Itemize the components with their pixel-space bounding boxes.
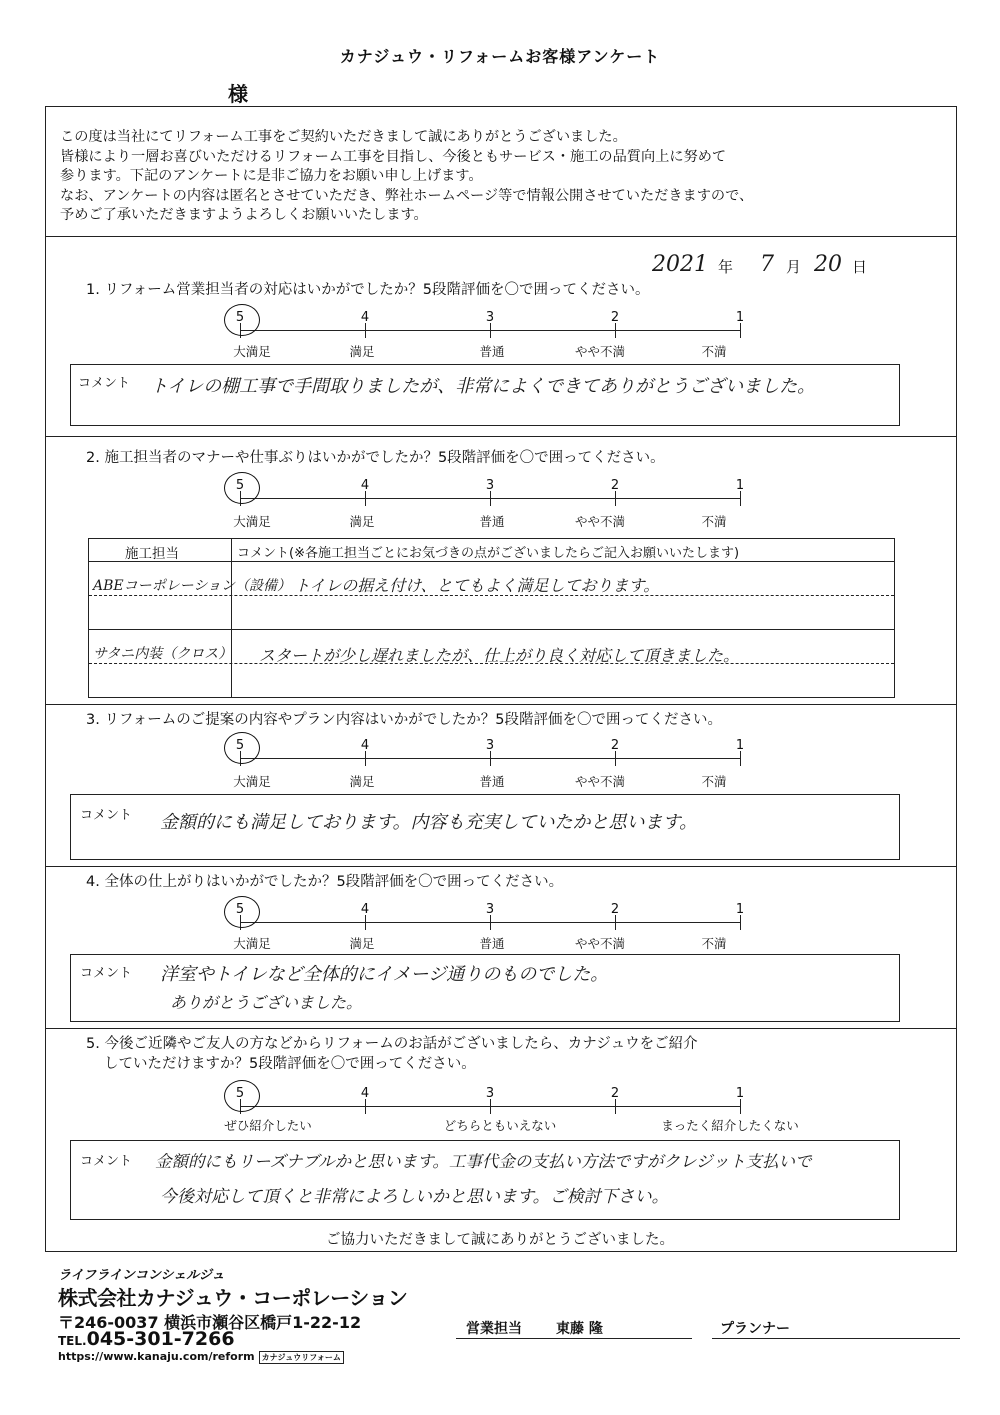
rating-2[interactable]: 2 <box>610 902 620 917</box>
rating-4[interactable]: 4 <box>360 310 370 325</box>
scale-tick <box>365 491 366 506</box>
scale-label: 普通 <box>479 344 505 359</box>
scale-label: 満足 <box>349 936 375 951</box>
scale-tick <box>365 1099 366 1114</box>
q2-question: 2. 施工担当者のマナーや仕事ぶりはいかがでしたか？5段階評価を〇で囲ってください。 <box>86 450 665 466</box>
brand-badge: カナジュウリフォーム <box>259 1351 344 1364</box>
rating-3[interactable]: 3 <box>485 310 495 325</box>
scale-tick <box>615 491 616 506</box>
q5-comment-line: 今後対応して頂くと非常によろしいかと思います。ご検討下さい。 <box>160 1187 669 1207</box>
scale-tick <box>365 323 366 338</box>
scale-label: まったく紹介したくない <box>661 1118 799 1133</box>
selected-rating-circle <box>224 304 260 336</box>
selected-rating-circle <box>224 1080 260 1112</box>
scale-label: やや不満 <box>574 514 626 529</box>
intro-line: この度は当社にてリフォーム工事をご契約いただきまして誠にありがとうございました。 <box>60 129 627 145</box>
rating-2[interactable]: 2 <box>610 310 620 325</box>
q5-comment-line: 金額的にもリーズナブルかと思います。工事代金の支払い方法ですがクレジット支払いで <box>155 1152 812 1171</box>
date-year-label: 年 <box>718 258 734 276</box>
phone-number: 045-301-7266 <box>86 1328 235 1350</box>
table-row-contractor: ABEコーポレーション（設備） <box>93 578 292 594</box>
table-row-contractor: サタニ内装（クロス） <box>93 646 233 662</box>
q1-question: 1. リフォーム営業担当者の対応はいかがでしたか？5段階評価を〇で囲ってください。 <box>86 282 650 298</box>
scale-label: 満足 <box>349 774 375 789</box>
scale-label: 大満足 <box>233 514 271 529</box>
scale-label: 大満足 <box>233 936 271 951</box>
scale-tick <box>490 1099 491 1114</box>
scale-label: やや不満 <box>574 344 626 359</box>
date-day-label: 日 <box>852 258 868 276</box>
contractor-table <box>88 538 895 698</box>
company-website <box>58 1350 344 1364</box>
scale-label: 普通 <box>479 774 505 789</box>
q3-question: 3. リフォームのご提案の内容やプラン内容はいかがでしたか？5段階評価を〇で囲ってください。 <box>86 712 722 728</box>
rating-1[interactable]: 1 <box>735 902 745 917</box>
table-row-comment: トイレの据え付け、とてもよく満足しております。 <box>294 576 660 595</box>
rating-1[interactable]: 1 <box>735 738 745 753</box>
rating-2[interactable]: 2 <box>610 1086 620 1101</box>
scale-tick <box>740 323 741 338</box>
scale-tick <box>740 1099 741 1114</box>
scale-label: 普通 <box>479 936 505 951</box>
rating-5[interactable]: 5 <box>235 1086 245 1101</box>
sales-rep-name: 東藤 隆 <box>556 1321 603 1337</box>
divider <box>45 1028 957 1029</box>
selected-rating-circle <box>224 732 260 764</box>
scale-tick <box>740 491 741 506</box>
phone-label: TEL. <box>58 1334 87 1348</box>
company-name: 株式会社カナジュウ・コーポレーション <box>58 1286 408 1310</box>
sales-rep-label: 営業担当 <box>466 1321 522 1337</box>
divider <box>45 704 957 705</box>
rating-1[interactable]: 1 <box>735 478 745 493</box>
date-month-label: 月 <box>786 258 802 276</box>
scale-label: 大満足 <box>233 344 271 359</box>
comment-label: コメント <box>80 808 133 823</box>
rating-3[interactable]: 3 <box>485 1086 495 1101</box>
planner-label: プランナー <box>720 1321 790 1337</box>
salutation: 様 <box>228 82 248 106</box>
q5-question-line: していただけますか？5段階評価を〇で囲ってください。 <box>104 1056 476 1072</box>
scale-tick <box>490 915 491 930</box>
scale-label: やや不満 <box>574 774 626 789</box>
rating-5[interactable]: 5 <box>235 478 245 493</box>
rating-2[interactable]: 2 <box>610 478 620 493</box>
thanks-message: ご協力いただきまして誠にありがとうございました。 <box>326 1232 674 1248</box>
scale-tick <box>490 491 491 506</box>
rating-4[interactable]: 4 <box>360 902 370 917</box>
intro-line: 皆様により一層お喜びいただけるリフォーム工事を目指し、今後ともサービス・施工の品質向上に努めて <box>60 148 727 165</box>
date-year: 2021 <box>652 252 708 277</box>
divider <box>45 866 957 867</box>
table-header-comment: コメント(※各施工担当ごとにお気づきの点がございましたらご記入お願いいたします) <box>237 546 740 561</box>
rating-1[interactable]: 1 <box>735 1086 745 1101</box>
table-row-comment: スタートが少し遅れましたが、仕上がり良く対応して頂きました。 <box>259 646 740 665</box>
rating-5[interactable]: 5 <box>235 902 245 917</box>
scale-label: 不満 <box>701 344 727 359</box>
intro-line: 予めご了承いただきますようよろしくお願いいたします。 <box>60 207 428 223</box>
scale-label: ぜひ紹介したい <box>224 1118 312 1133</box>
scale-label: 満足 <box>349 514 375 529</box>
date-month: 7 <box>760 252 774 277</box>
scale-tick <box>365 751 366 766</box>
rating-4[interactable]: 4 <box>360 738 370 753</box>
intro-text <box>60 128 940 226</box>
divider <box>45 236 957 237</box>
rating-2[interactable]: 2 <box>610 738 620 753</box>
scale-tick <box>615 1099 616 1114</box>
table-row-divider <box>89 629 894 630</box>
q3-comment: 金額的にも満足しております。内容も充実していたかと思います。 <box>160 812 698 833</box>
intro-line: 参ります。下記のアンケートに是非ご協力をお願い申し上げます。 <box>60 168 483 184</box>
scale-label: 不満 <box>701 774 727 789</box>
rating-5[interactable]: 5 <box>235 310 245 325</box>
company-tagline: ライフラインコンシェルジュ <box>58 1268 225 1283</box>
rating-3[interactable]: 3 <box>485 478 495 493</box>
scale-tick <box>615 323 616 338</box>
signature-line <box>712 1338 960 1339</box>
scale-label: 不満 <box>701 514 727 529</box>
company-address: 〒246-0037 横浜市瀬谷区橋戸1-22-12 <box>58 1313 362 1332</box>
website-url[interactable]: https://www.kanaju.com/reform <box>58 1350 255 1363</box>
scale-tick <box>740 751 741 766</box>
q4-comment-line: ありがとうございました。 <box>170 993 363 1012</box>
scale-label: どちらともいえない <box>443 1118 557 1133</box>
scale-label: 満足 <box>349 344 375 359</box>
divider <box>45 436 957 437</box>
company-phone <box>58 1328 235 1350</box>
q4-question: 4. 全体の仕上がりはいかがでしたか？5段階評価を〇で囲ってください。 <box>86 874 564 890</box>
scale-tick <box>490 323 491 338</box>
rating-4[interactable]: 4 <box>360 478 370 493</box>
q4-comment-line: 洋室やトイレなど全体的にイメージ通りのものでした。 <box>160 964 609 985</box>
survey-title: カナジュウ・リフォームお客様アンケート <box>339 47 661 66</box>
scale-tick <box>490 751 491 766</box>
scale-label: やや不満 <box>574 936 626 951</box>
table-header-contractor: 施工担当 <box>125 546 179 562</box>
scale-tick <box>615 915 616 930</box>
scale-tick <box>615 751 616 766</box>
rating-4[interactable]: 4 <box>360 1086 370 1101</box>
date-day: 20 <box>814 252 842 277</box>
table-row-divider <box>89 561 894 562</box>
comment-label: コメント <box>80 1154 133 1169</box>
rating-3[interactable]: 3 <box>485 738 495 753</box>
rating-3[interactable]: 3 <box>485 902 495 917</box>
comment-label: コメント <box>80 966 133 981</box>
scale-label: 不満 <box>701 936 727 951</box>
table-column-divider <box>231 539 232 697</box>
selected-rating-circle <box>224 896 260 928</box>
selected-rating-circle <box>224 472 260 504</box>
intro-line: なお、アンケートの内容は匿名とさせていただき、弊社ホームページ等で情報公開させていただきますので、 <box>60 187 754 204</box>
comment-label: コメント <box>78 376 131 391</box>
scale-tick <box>740 915 741 930</box>
rating-1[interactable]: 1 <box>735 310 745 325</box>
scale-label: 大満足 <box>233 774 271 789</box>
rating-5[interactable]: 5 <box>235 738 245 753</box>
q5-question-line: 5. 今後ご近隣やご友人の方などからリフォームのお話がございましたら、カナジュウをご紹介 <box>86 1036 698 1052</box>
scale-label: 普通 <box>479 514 505 529</box>
signature-line <box>456 1338 692 1339</box>
scale-tick <box>365 915 366 930</box>
q1-comment: トイレの棚工事で手間取りましたが、非常によくできてありがとうございました。 <box>150 376 816 397</box>
